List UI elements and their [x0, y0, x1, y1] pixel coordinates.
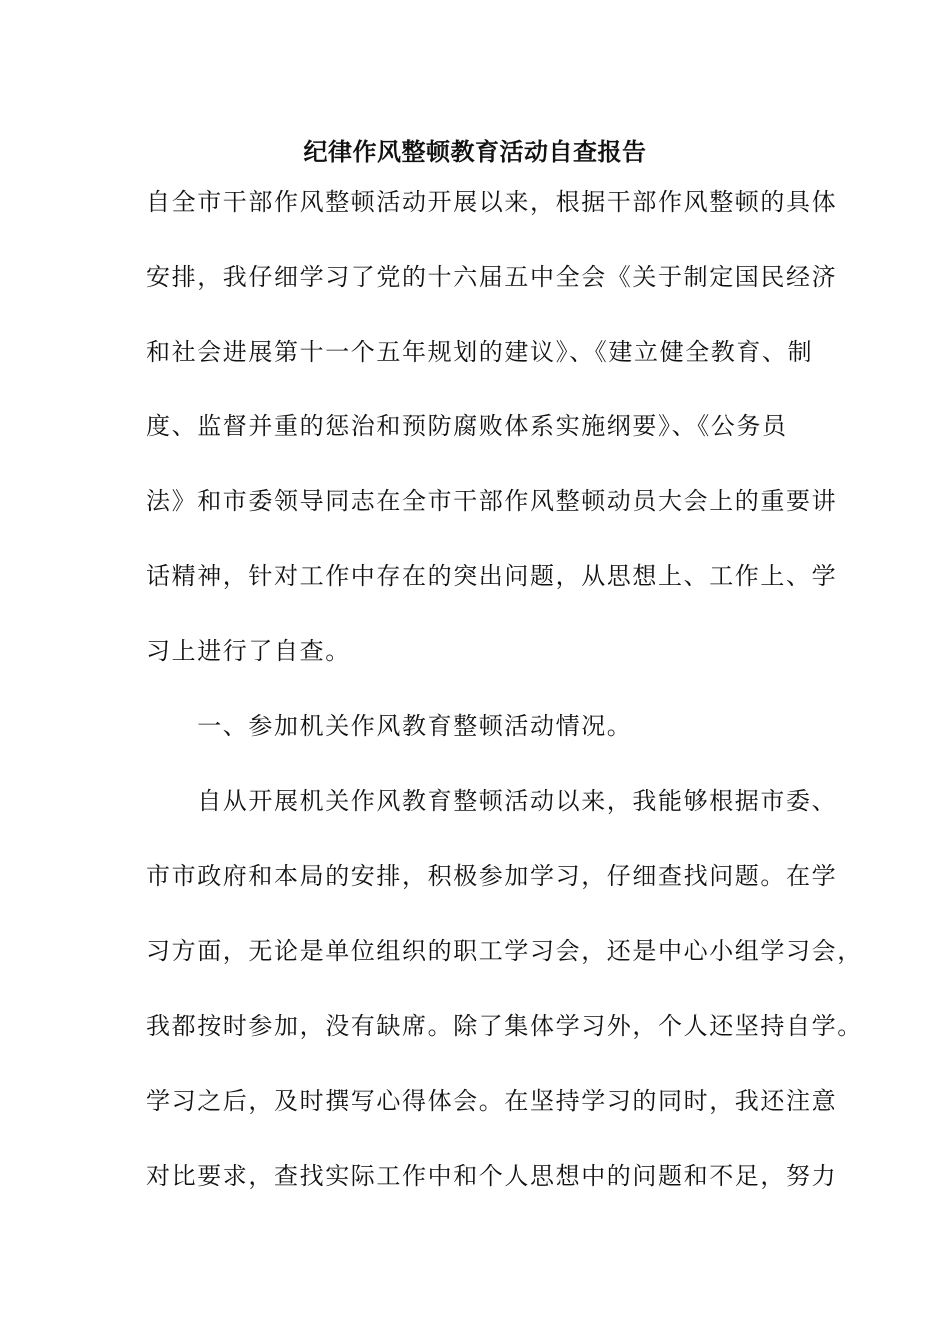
body-line: 法》和市委领导同志在全市干部作风整顿动员大会上的重要讲 — [146, 487, 838, 515]
section-heading: 一、参加机关作风教育整顿活动情况。 — [146, 712, 633, 740]
body-line: 度、监督并重的惩治和预防腐败体系实施纲要》、《公务员 — [146, 412, 788, 440]
body-line: 安排，我仔细学习了党的十六届五中全会《关于制定国民经济 — [146, 263, 838, 291]
body-line: 我都按时参加，没有缺席。除了集体学习外，个人还坚持自学。 — [146, 1012, 863, 1040]
body-line: 自全市干部作风整顿活动开展以来，根据干部作风整顿的具体 — [146, 188, 838, 216]
body-line: 话精神，针对工作中存在的突出问题，从思想上、工作上、学 — [146, 562, 838, 590]
body-line: 习上进行了自查。 — [146, 637, 351, 665]
body-line: 对比要求，查找实际工作中和个人思想中的问题和不足，努力 — [146, 1162, 838, 1190]
body-line: 学习之后，及时撰写心得体会。在坚持学习的同时，我还注意 — [146, 1087, 838, 1115]
body-line: 和社会进展第十一个五年规划的建议》、《建立健全教育、制 — [146, 338, 814, 366]
body-line: 市市政府和本局的安排，积极参加学习，仔细查找问题。在学 — [146, 862, 838, 890]
body-line: 习方面，无论是单位组织的职工学习会，还是中心小组学习会， — [146, 937, 863, 965]
document-title: 纪律作风整顿教育活动自查报告 — [303, 137, 647, 166]
body-line: 自从开展机关作风教育整顿活动以来，我能够根据市委、 — [146, 787, 838, 815]
